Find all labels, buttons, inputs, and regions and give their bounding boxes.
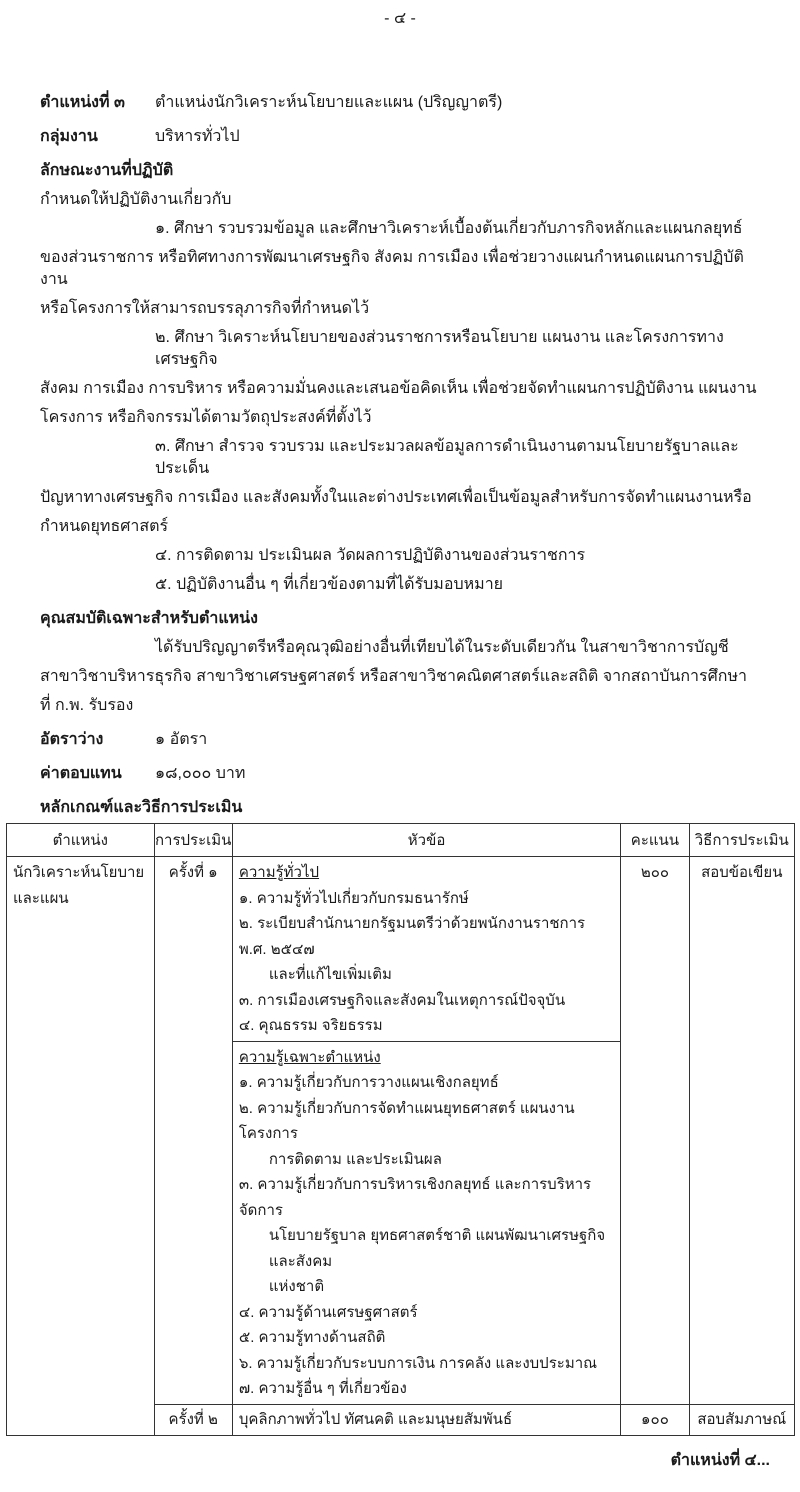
position-name-line: และแผน <box>13 889 69 907</box>
group-row <box>40 126 770 148</box>
duty-line: โครงการ หรือกิจกรรมได้ตามวัตถุประสงค์ที่ตั้งไว้ <box>40 409 372 426</box>
table-header-row <box>7 824 795 857</box>
salary-row <box>40 763 770 785</box>
topic-line: ๓. การเมืองเศรษฐกิจและสังคมในเหตุการณ์ปัจจุบัน <box>238 991 566 1009</box>
topic-line: แห่งชาติ <box>268 1278 325 1295</box>
vacancy-row <box>40 729 770 751</box>
duty-line: สังคม การเมือง การบริหาร หรือความมั่นคงและเสนอข้อคิดเห็น เพื่อช่วยจัดทำแผนการปฏิบัติงาน แผนงาน <box>40 380 757 397</box>
position-name-line: นักวิเคราะห์นโยบาย <box>13 864 145 881</box>
position-title: ตำแหน่งนักวิเคราะห์นโยบายและแผน (ปริญญาตรี) <box>155 94 503 111</box>
topic-line: ๖. ความรู้เกี่ยวกับระบบการเงิน การคลัง และงบประมาณ <box>238 1354 598 1372</box>
header-method: วิธีการประเมิน <box>689 824 794 857</box>
duty-line: ๑. ศึกษา รวบรวมข้อมูล และศึกษาวิเคราะห์เบื้องต้นเกี่ยวกับภารกิจหลักและแผนกลยุทธ์ <box>155 220 743 237</box>
qualification-line: ที่ ก.พ. รับรอง <box>40 697 134 714</box>
duty-line: ๕. ปฏิบัติงานอื่น ๆ ที่เกี่ยวข้องตามที่ได้รับมอบหมาย <box>155 576 504 593</box>
header-assessment: การประเมิน <box>154 824 232 857</box>
round2-topic: บุคลิกภาพทั่วไป ทัศนคติ และมนุษยสัมพันธ์ <box>232 1404 620 1435</box>
round2-label: ครั้งที่ ๒ <box>154 1404 232 1435</box>
topic-line: ๕. ความรู้ทางด้านสถิติ <box>238 1329 386 1346</box>
duty-line: ปัญหาทางเศรษฐกิจ การเมือง และสังคมทั้งในและต่างประเทศเพื่อเป็นข้อมูลสำหรับการจัดทำแผนงานหรือ <box>40 489 752 506</box>
header-position: ตำแหน่ง <box>7 824 155 857</box>
duty-line: ๓. ศึกษา สำรวจ รวบรวม และประมวลผลข้อมูลการดำเนินงานตามนโยบายรัฐบาลและประเด็น <box>155 438 739 477</box>
qualification-heading: คุณสมบัติเฉพาะสำหรับตำแหน่ง <box>40 610 258 627</box>
salary-label: ค่าตอบแทน <box>40 765 122 782</box>
topic-line: ๒. ระเบียบสำนักนายกรัฐมนตรีว่าด้วยพนักงานราชการ พ.ศ. ๒๕๔๗ <box>238 915 586 958</box>
specific-topics-cell <box>232 1041 620 1404</box>
salary-value: ๑๘,๐๐๐ บาท <box>155 765 246 782</box>
round1-label: ครั้งที่ ๑ <box>154 857 232 1405</box>
topic-line: ๔. ความรู้ด้านเศรษฐศาสตร์ <box>238 1303 418 1321</box>
duty-line: ๒. ศึกษา วิเคราะห์นโยบายของส่วนราชการหรือนโยบาย แผนงาน และโครงการทางเศรษฐกิจ <box>155 329 724 368</box>
round2-score: ๑๐๐ <box>621 1404 689 1435</box>
qualification-line: ได้รับปริญญาตรีหรือคุณวุฒิอย่างอื่นที่เทียบได้ในระดับเดียวกัน ในสาขาวิชาการบัญชี <box>155 639 729 656</box>
topic-line: ๔. คุณธรรม จริยธรรม <box>238 1017 383 1034</box>
topic-line: และที่แก้ไขเพิ่มเติม <box>268 966 392 983</box>
round2-method: สอบสัมภาษณ์ <box>689 1404 794 1435</box>
duty-line: ของส่วนราชการ หรือทิศทางการพัฒนาเศรษฐกิจ สังคม การเมือง เพื่อช่วยวางแผนกำหนดแผนการปฏิบัติงาน <box>40 249 744 288</box>
specific-title: ความรู้เฉพาะตำแหน่ง <box>238 1048 381 1066</box>
duties-intro: กำหนดให้ปฏิบัติงานเกี่ยวกับ <box>40 191 232 208</box>
qualification-line: สาขาวิชาบริหารธุรกิจ สาขาวิชาเศรษฐศาสตร์ หรือสาขาวิชาคณิตศาสตร์และสถิติ จากสถาบันการศึกษา <box>40 668 747 685</box>
next-position-footer: ตำแหน่งที่ ๔... <box>670 1451 770 1469</box>
round1-method: สอบข้อเขียน <box>689 857 794 1405</box>
position-label: ตำแหน่งที่ ๓ <box>40 94 125 111</box>
general-topics-cell <box>232 857 620 1042</box>
header-topic: หัวข้อ <box>232 824 620 857</box>
topic-line: ๑. ความรู้เกี่ยวกับการวางแผนเชิงกลยุทธ์ <box>238 1074 499 1091</box>
topic-line: ๑. ความรู้ทั่วไปเกี่ยวกับกรมธนารักษ์ <box>238 889 469 907</box>
duty-line: หรือโครงการให้สามารถบรรลุภารกิจที่กำหนดไว้ <box>40 300 370 317</box>
duty-line: กำหนดยุทธศาสตร์ <box>40 518 169 535</box>
group-value: บริหารทั่วไป <box>155 128 240 145</box>
round1-score: ๒๐๐ <box>621 857 689 1405</box>
topic-line: นโยบายรัฐบาล ยุทธศาสตร์ชาติ แผนพัฒนาเศรษฐกิจและสังคม <box>268 1227 606 1270</box>
topic-line: การติดตาม และประเมินผล <box>268 1150 442 1168</box>
position-cell <box>7 857 155 1436</box>
topic-line: ๒. ความรู้เกี่ยวกับการจัดทำแผนยุทธศาสตร์ แผนงาน โครงการ <box>238 1099 575 1142</box>
table-row <box>7 857 795 1042</box>
topic-line: ๗. ความรู้อื่น ๆ ที่เกี่ยวข้อง <box>238 1380 407 1397</box>
page-number: - ๔ - <box>384 10 416 27</box>
group-label: กลุ่มงาน <box>40 128 98 145</box>
general-title: ความรู้ทั่วไป <box>238 864 320 881</box>
position-row <box>40 92 770 114</box>
topic-line: ๓. ความรู้เกี่ยวกับการบริหารเชิงกลยุทธ์ และการบริหารจัดการ <box>238 1176 592 1219</box>
duties-heading: ลักษณะงานที่ปฏิบัติ <box>40 162 174 179</box>
vacancy-value: ๑ อัตรา <box>155 731 208 748</box>
criteria-table <box>6 823 795 1436</box>
vacancy-label: อัตราว่าง <box>40 731 104 748</box>
criteria-heading: หลักเกณฑ์และวิธีการประเมิน <box>40 799 243 816</box>
header-score: คะแนน <box>621 824 689 857</box>
duty-line: ๔. การติดตาม ประเมินผล วัดผลการปฏิบัติงานของส่วนราชการ <box>155 547 586 564</box>
